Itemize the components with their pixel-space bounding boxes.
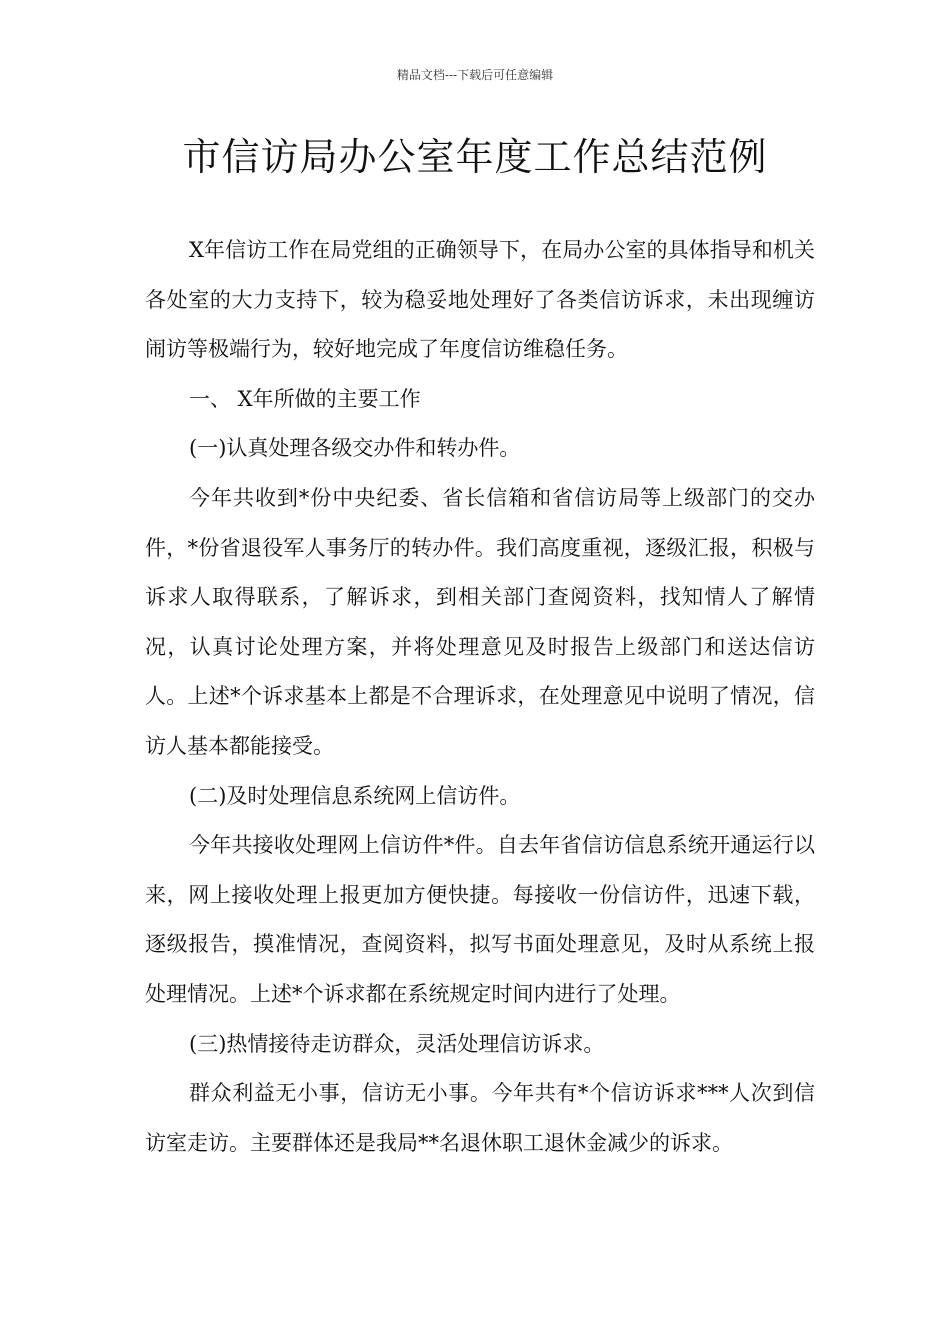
paragraph-2: 今年共接收处理网上信访件*件。自去年省信访信息系统开通运行以来，网上接收处理上报更加方便快捷。每接收一份信访件，迅速下载，逐级报告，摸准情况，查阅资料，拟写书面处理意见，及时从系统上报处理情况。上述*个诉求都在系统规定时间内进行了处理。 bbox=[145, 833, 815, 1006]
document-body bbox=[145, 226, 815, 1168]
paragraph-3: 群众利益无小事，信访无小事。今年共有*个信访诉求***人次到信访室走访。主要群体还是我局**名退休职工退休金减少的诉求。 bbox=[145, 1081, 815, 1155]
subsection-heading-2: (二)及时处理信息系统网上信访件。 bbox=[189, 783, 521, 808]
document-title: 市信访局办公室年度工作总结范例 bbox=[182, 135, 768, 179]
paragraph-1: 今年共收到*份中央纪委、省长信箱和省信访局等上级部门的交办件，*份省退役军人事务厅的转办件。我们高度重视，逐级汇报，积极与诉求人取得联系，了解诉求，到相关部门查阅资料，找知情人了解情况，认真讨论处理方案，并将处理意见及时报告上级部门和送达信访人。上述*个诉求基本上都是不合理诉求，在处理意见中说明了情况，信访人基本都能接受。 bbox=[145, 485, 815, 758]
section-heading-1: 一、 X年所做的主要工作 bbox=[189, 386, 421, 411]
header-note: 精品文档---下载后可任意编辑 bbox=[396, 68, 554, 82]
subsection-heading-3: (三)热情接待走访群众，灵活处理信访诉求。 bbox=[189, 1031, 605, 1056]
paragraph-intro: X年信访工作在局党组的正确领导下，在局办公室的具体指导和机关各处室的大力支持下，较为稳妥地处理好了各类信访诉求，未出现缠访闹访等极端行为，较好地完成了年度信访维稳任务。 bbox=[145, 238, 815, 362]
subsection-heading-1: (一)认真处理各级交办件和转办件。 bbox=[189, 436, 521, 461]
